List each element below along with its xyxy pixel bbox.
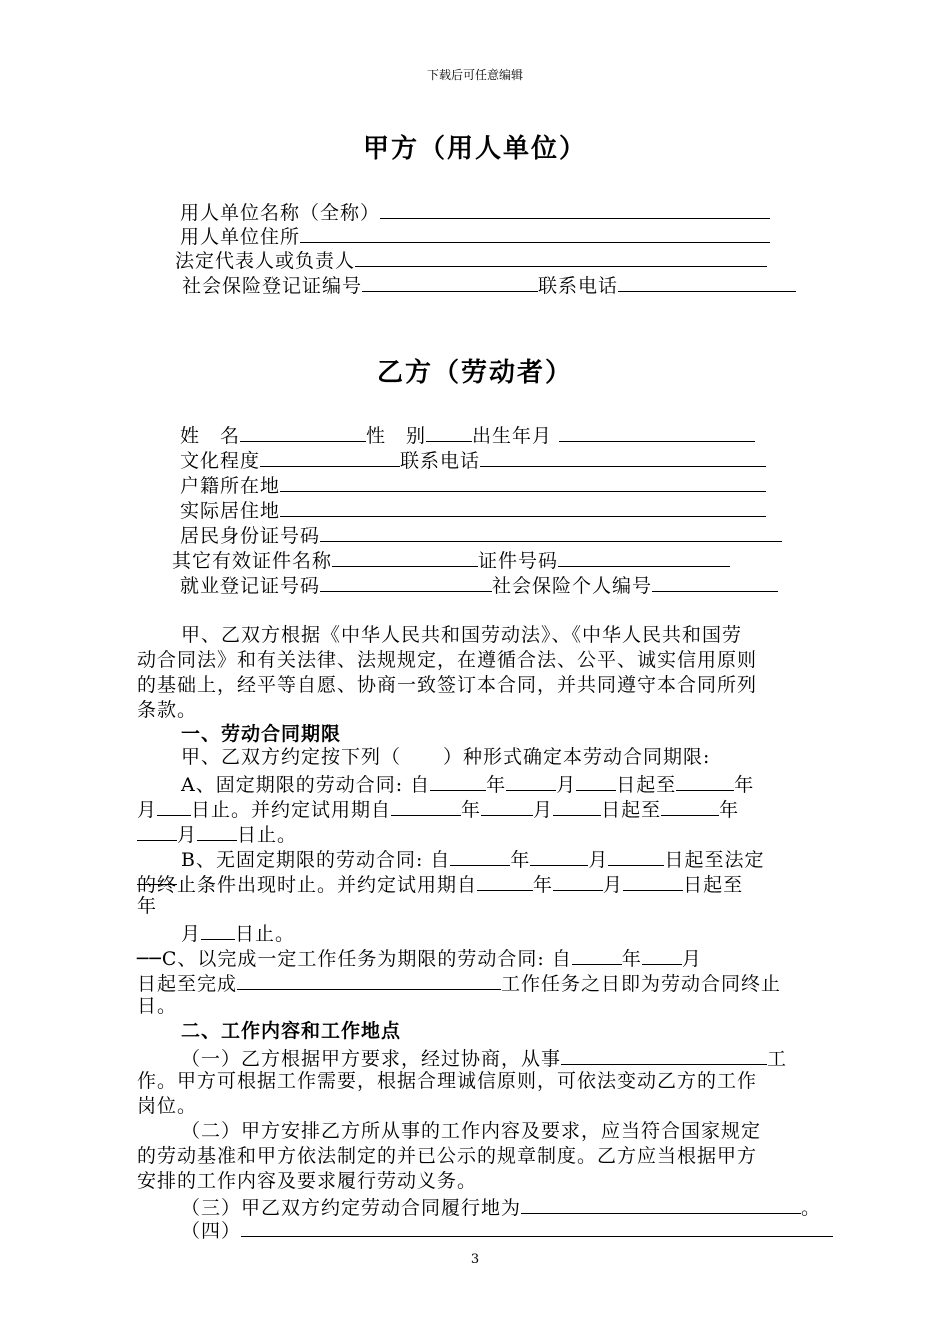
social-ins-label: 社会保险登记证编号	[182, 275, 363, 297]
a-end-day[interactable]	[157, 795, 191, 816]
a-end-year[interactable]	[676, 770, 734, 791]
unit-name-label: 用人单位名称（全称）	[180, 202, 381, 224]
option-a-row-3	[137, 820, 297, 847]
option-b-row-3: 年	[137, 895, 158, 917]
work-place-label: （三）甲乙双方约定劳动合同履行地为	[181, 1197, 522, 1219]
option-b-row-1	[181, 845, 764, 872]
option-b-row-2	[137, 870, 743, 897]
option-c-label: C、以完成一定工作任务为期限的劳动合同: 自	[161, 948, 572, 970]
work-content-text-b: 工	[767, 1048, 788, 1070]
party-b-title: 乙方（劳动者）	[376, 358, 573, 388]
intro-line-3: 的基础上，经平等自愿、协商一致签订本合同，并共同遵守本合同所列	[137, 674, 758, 696]
option-b-line-2: 止条件出现时止。并约定试用期自	[177, 874, 478, 896]
b-start-day[interactable]	[608, 845, 664, 866]
ri-zhi-text: 日止。并约定试用期自	[191, 799, 392, 821]
residence-row	[180, 496, 766, 523]
gender-blank[interactable]	[426, 421, 472, 442]
education-label: 文化程度	[180, 450, 261, 472]
item-four-label: （四）	[181, 1220, 242, 1242]
b-probation-end-day[interactable]	[201, 919, 235, 940]
other-cert-blank[interactable]	[332, 546, 478, 567]
name-label: 姓 名	[180, 425, 241, 447]
nian-text: 年	[510, 849, 531, 871]
nian-text: 年	[461, 799, 482, 821]
a-probation-start-year[interactable]	[391, 795, 461, 816]
work-content-row-2: 作。甲方可根据工作需要，根据合理诚信原则，可依法变动乙方的工作	[137, 1070, 758, 1092]
nian-text: 年	[719, 799, 740, 821]
dash-mark: ──	[137, 948, 162, 970]
ri-qizhi-text: 日起至	[601, 799, 662, 821]
social-personal-blank[interactable]	[652, 571, 778, 592]
ri-zhi-end-text: 日止。	[237, 824, 298, 846]
legal-rep-label: 法定代表人或负责人	[175, 250, 356, 272]
page-header: 下载后可任意编辑	[426, 68, 523, 82]
nian-text: 年	[734, 774, 755, 796]
a-start-year[interactable]	[430, 770, 486, 791]
yue-text: 月	[556, 774, 577, 796]
option-c-line-2a: 日起至完成	[137, 973, 238, 995]
a-probation-start-day[interactable]	[553, 795, 601, 816]
education-row	[180, 446, 766, 473]
unit-address-blank[interactable]	[300, 222, 770, 243]
other-cert-row	[172, 546, 730, 573]
work-standard-row-2: 的劳动基准和甲方依法制定的并已公示的规章制度。乙方应当根据甲方	[137, 1145, 758, 1167]
yue-text: 月	[177, 824, 198, 846]
other-cert-label: 其它有效证件名称	[172, 550, 333, 572]
work-content-text-a: （一）乙方根据甲方要求，经过协商，从事	[181, 1048, 562, 1070]
legal-rep-blank[interactable]	[355, 246, 767, 267]
social-ins-blank[interactable]	[362, 271, 538, 292]
work-place-blank[interactable]	[521, 1193, 801, 1214]
social-ins-row	[182, 271, 796, 298]
term-choice-text-b: ）种形式确定本劳动合同期限:	[443, 746, 711, 768]
a-start-day[interactable]	[576, 770, 616, 791]
intro-line-1: 甲、乙双方根据《中华人民共和国劳动法》、《中华人民共和国劳	[181, 624, 743, 646]
yue-text: 月	[603, 874, 624, 896]
a-probation-start-month[interactable]	[481, 795, 533, 816]
legal-rep-row	[175, 246, 767, 273]
household-blank[interactable]	[280, 471, 766, 492]
yue-text: 月	[588, 849, 609, 871]
ri-qizhi-text: 日起至	[683, 874, 744, 896]
term-choice-text-a: 甲、乙双方约定按下列（	[181, 746, 402, 768]
term-choice-row	[181, 745, 710, 769]
option-a-label: A、固定期限的劳动合同: 自	[181, 774, 431, 796]
nian-text: 年	[533, 874, 554, 896]
option-c-row-1	[137, 944, 702, 971]
a-probation-end-year[interactable]	[661, 795, 719, 816]
c-start-month[interactable]	[642, 944, 682, 965]
household-label: 户籍所在地	[180, 475, 281, 497]
id-row	[180, 521, 782, 548]
cert-no-blank[interactable]	[558, 546, 730, 567]
education-blank[interactable]	[260, 446, 400, 467]
cert-no-label: 证件号码	[478, 550, 559, 572]
b-start-month[interactable]	[530, 845, 588, 866]
struck-text: 的终	[137, 874, 178, 896]
option-a-row-2	[137, 795, 739, 822]
intro-line-2: 动合同法》和有关法律、法规规定，在遵循合法、公平、诚实信用原则	[137, 649, 758, 671]
work-place-period: 。	[801, 1197, 822, 1219]
yue-text: 月	[681, 948, 702, 970]
item-four-row	[181, 1216, 833, 1243]
name-row	[180, 421, 755, 448]
yue-text: 月	[137, 799, 158, 821]
b-probation-start-month[interactable]	[553, 870, 603, 891]
work-content-blank[interactable]	[561, 1044, 767, 1065]
id-blank[interactable]	[320, 521, 782, 542]
intro-line-4: 条款。	[137, 699, 198, 721]
c-start-year[interactable]	[572, 944, 622, 965]
option-c-row-2	[137, 969, 781, 996]
b-probation-start-day[interactable]	[623, 870, 683, 891]
option-c-line-2b: 工作任务之日即为劳动合同终止	[501, 973, 782, 995]
unit-name-row	[180, 198, 770, 225]
residence-blank[interactable]	[280, 496, 766, 517]
option-b-label: B、无固定期限的劳动合同: 自	[181, 849, 451, 871]
employment-label: 就业登记证号码	[180, 575, 321, 597]
birth-label: 出生年月	[472, 425, 553, 447]
party-b-phone-label: 联系电话	[400, 450, 481, 472]
a-probation-end-day[interactable]	[197, 820, 237, 841]
unit-address-label: 用人单位住所	[180, 226, 301, 248]
work-content-row-3: 岗位。	[137, 1095, 198, 1117]
id-label: 居民身份证号码	[180, 525, 321, 547]
party-a-phone-label: 联系电话	[538, 275, 619, 297]
party-b-phone-blank[interactable]	[480, 446, 766, 467]
gender-label: 性 别	[366, 425, 427, 447]
page-number: 3	[470, 1252, 480, 1267]
unit-address-row	[180, 222, 770, 249]
c-task-blank[interactable]	[237, 969, 501, 990]
household-row	[180, 471, 766, 498]
nian-text: 年	[486, 774, 507, 796]
option-c-row-3: 日。	[137, 995, 178, 1017]
unit-name-blank[interactable]	[380, 198, 770, 219]
work-standard-row-3: 安排的工作内容及要求履行劳动义务。	[137, 1170, 478, 1192]
party-a-title: 甲方（用人单位）	[362, 134, 587, 164]
section-1-heading: 一、劳动合同期限	[181, 723, 342, 745]
yue-text: 月	[181, 923, 202, 945]
b-probation-start-year[interactable]	[477, 870, 533, 891]
ri-qizhi-fading-text: 日起至法定	[664, 849, 765, 871]
party-a-phone-blank[interactable]	[618, 271, 796, 292]
a-start-month[interactable]	[506, 770, 556, 791]
social-personal-label: 社会保险个人编号	[492, 575, 653, 597]
b-start-year[interactable]	[450, 845, 510, 866]
a-probation-end-month[interactable]	[137, 820, 177, 841]
yue-text: 月	[533, 799, 554, 821]
work-standard-row-1: （二）甲方安排乙方所从事的工作内容及要求，应当符合国家规定	[181, 1120, 762, 1142]
employment-row	[180, 571, 778, 598]
ri-zhi-end-text: 日止。	[235, 923, 296, 945]
option-b-row-4	[181, 919, 295, 946]
nian-text: 年	[621, 948, 642, 970]
ri-qizhi-text: 日起至	[616, 774, 677, 796]
birth-blank[interactable]	[559, 421, 755, 442]
section-2-heading: 二、工作内容和工作地点	[181, 1020, 402, 1042]
option-a-row-1	[181, 770, 754, 797]
residence-label: 实际居住地	[180, 500, 281, 522]
work-content-row-1	[181, 1044, 787, 1071]
item-four-blank[interactable]	[241, 1216, 833, 1237]
employment-blank[interactable]	[320, 571, 492, 592]
name-blank[interactable]	[240, 421, 366, 442]
